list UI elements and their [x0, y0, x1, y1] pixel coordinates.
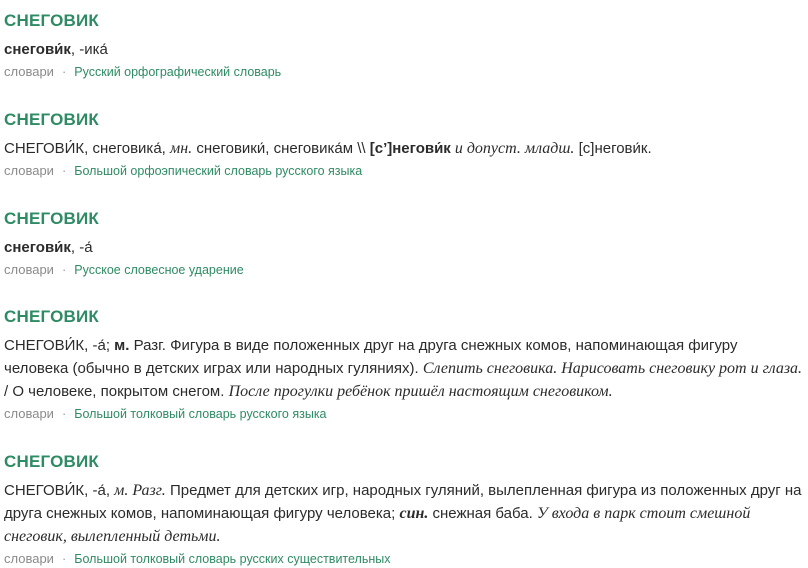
definition-text: [с]негови́к.: [574, 140, 652, 157]
entry-category: словари: [4, 163, 54, 178]
usage-example: У входа в парк стоит смешной снеговик, вылепленный детьми.: [4, 505, 751, 545]
grammar-label: мн.: [170, 140, 193, 157]
dictionary-entry: [4, 0, 804, 81]
synonym-label: син.: [399, 505, 429, 522]
dictionary-entry: [4, 81, 804, 180]
entry-headword[interactable]: СНЕГОВИК: [4, 11, 100, 30]
meta-separator: ·: [61, 64, 67, 79]
definition-headform: снегови́к: [4, 41, 71, 58]
definition-headform: снегови́к: [4, 239, 71, 256]
definition-text: снежная баба.: [428, 505, 537, 522]
meta-separator: ·: [61, 406, 67, 421]
entry-meta: [4, 63, 804, 81]
entry-source-link[interactable]: Большой орфоэпический словарь русского языка: [74, 164, 363, 178]
usage-example: После прогулки ребёнок пришёл настоящим снеговиком.: [228, 383, 613, 400]
definition-text: / О человеке, покрытом снегом.: [4, 383, 229, 400]
entry-meta: [4, 550, 804, 568]
entry-meta: [4, 405, 804, 423]
entry-category: словари: [4, 551, 54, 566]
grammar-label: м.: [114, 337, 130, 354]
dictionary-entry: [4, 279, 804, 423]
definition-text: СНЕГОВИ́К, снеговика́,: [4, 140, 171, 157]
entry-definition: [4, 137, 804, 160]
entry-source-link[interactable]: Русское словесное ударение: [74, 263, 244, 277]
definition-text: Разг. Фигура в виде положенных друг на друга снежных комов, напоминающая фигуру человека (обычно в детских играх или народных гуляниях).: [4, 337, 738, 377]
entry-definition: [4, 38, 804, 61]
definition-text: Предмет для детских игр, народных гуляний, вылепленная фигура из положенных друг на друга снежных комов, напоминающая фигуру человека;: [4, 482, 802, 522]
entry-definition: [4, 236, 804, 259]
definition-text: , -а́: [70, 239, 93, 256]
meta-separator: ·: [61, 262, 67, 277]
entry-headword[interactable]: СНЕГОВИК: [4, 209, 100, 228]
entry-meta: [4, 261, 804, 279]
dictionary-entry: [4, 180, 804, 279]
meta-separator: ·: [61, 163, 67, 178]
dictionary-entry: [4, 423, 804, 568]
entry-source-link[interactable]: Большой толковый словарь русских существительных: [74, 552, 391, 566]
entry-category: словари: [4, 406, 54, 421]
entry-definition: [4, 334, 804, 403]
meta-separator: ·: [61, 551, 67, 566]
grammar-label: м. Разг.: [114, 482, 166, 499]
entry-source-link[interactable]: Русский орфографический словарь: [74, 65, 282, 79]
definition-text: , -ика́: [70, 41, 108, 58]
entry-headword[interactable]: СНЕГОВИК: [4, 452, 100, 471]
entry-headword[interactable]: СНЕГОВИК: [4, 307, 100, 326]
entry-meta: [4, 162, 804, 180]
definition-text: снеговики́, снеговика́м \\: [192, 140, 370, 157]
entry-source-link[interactable]: Большой толковый словарь русского языка: [74, 407, 327, 421]
usage-example: Слепить снеговика. Нарисовать снеговику рот и глаза.: [422, 360, 803, 377]
definition-text: СНЕГОВИ́К, -а́;: [4, 337, 115, 354]
entry-headword[interactable]: СНЕГОВИК: [4, 110, 100, 129]
entry-category: словари: [4, 64, 54, 79]
entry-definition: [4, 479, 804, 548]
pronunciation-bold: [с’]негови́к: [369, 140, 451, 157]
entry-category: словари: [4, 262, 54, 277]
definition-text: СНЕГОВИ́К, -а́,: [4, 482, 115, 499]
usage-note: и допуст. младш.: [450, 140, 575, 157]
